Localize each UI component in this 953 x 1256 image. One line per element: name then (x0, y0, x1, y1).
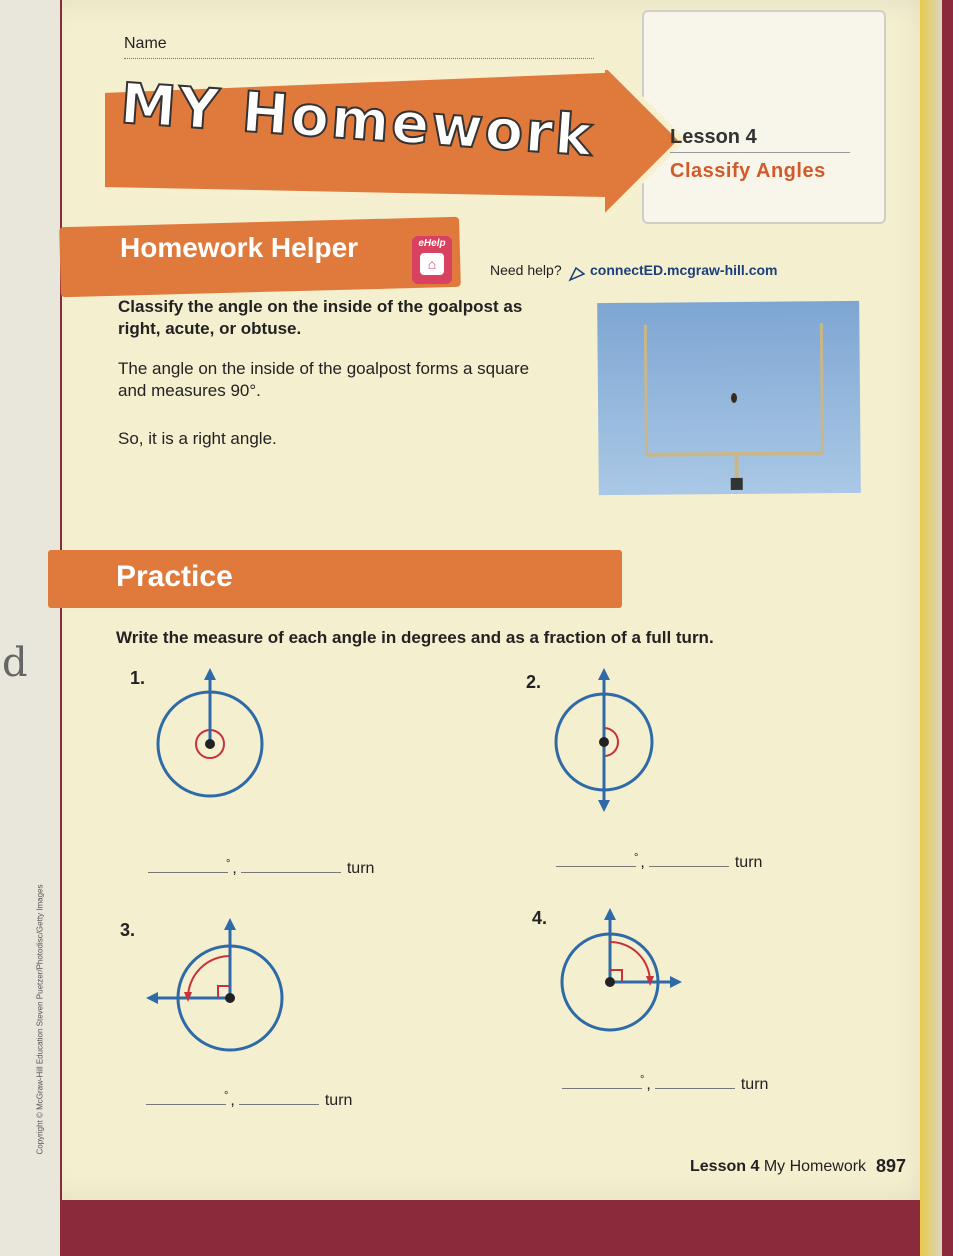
cursor-icon (568, 266, 586, 282)
angle-diagram-4 (560, 904, 690, 1044)
problem-4-answer: ° , turn (562, 1074, 768, 1094)
problem-1-turn-label: turn (346, 860, 375, 878)
problem-1-turn-blank[interactable] (241, 872, 341, 873)
problem-2-answer: ° , turn (556, 852, 762, 872)
problem-3-turn-blank[interactable] (239, 1104, 319, 1105)
problem-2-turn-label: turn (734, 854, 763, 872)
lesson-title: Classify Angles (670, 160, 826, 182)
angle-diagram-3 (146, 912, 296, 1052)
problem-4-turn-blank[interactable] (655, 1088, 735, 1089)
page-edge (920, 0, 942, 1256)
book-gutter (0, 0, 60, 1256)
helper-explanation: The angle on the inside of the goalpost forms a square and measures 90°. (118, 359, 530, 400)
angle-diagram-1 (148, 666, 278, 806)
name-label: Name (124, 35, 167, 52)
problem-3-answer: ° , turn (146, 1090, 352, 1110)
problem-1-degrees-blank[interactable] (148, 872, 228, 873)
goalpost-photo (597, 301, 861, 495)
footer-lesson: Lesson 4 (690, 1158, 760, 1175)
problem-2-degrees-blank[interactable] (556, 866, 636, 867)
problem-2-turn-blank[interactable] (649, 866, 729, 867)
need-help-text: Need help? (490, 262, 562, 278)
problem-1-answer: ° , turn (148, 858, 374, 878)
helper-question: Classify the angle on the inside of the goalpost as right, acute, or obtuse. (118, 297, 523, 338)
problem-3-turn-label: turn (324, 1092, 353, 1110)
name-line[interactable] (124, 58, 594, 59)
copyright-notice: Copyright © McGraw-Hill Education Steven Puetzer/Photodisc/Getty Images (35, 884, 45, 1155)
helper-title: Homework Helper (120, 232, 359, 263)
homework-page (62, 0, 942, 1200)
pencil-mark: d (2, 640, 28, 686)
problem-1-number: 1. (130, 668, 146, 688)
footer-section: My Homework (763, 1158, 867, 1175)
home-icon: ⌂ (420, 253, 444, 275)
page-footer (690, 1158, 866, 1176)
angle-diagram-2 (546, 666, 666, 816)
practice-title: Practice (116, 560, 233, 593)
page-number: 897 (876, 1156, 907, 1176)
problem-3-number: 3. (120, 920, 136, 940)
lesson-number: Lesson 4 (670, 126, 757, 148)
lesson-divider (670, 152, 850, 153)
problem-3-degrees-blank[interactable] (146, 1104, 226, 1105)
problem-4-number: 4. (532, 908, 548, 928)
ehelp-button[interactable] (412, 236, 452, 284)
helper-conclusion: So, it is a right angle. (118, 429, 277, 448)
connect-link[interactable]: connectED.mcgraw-hill.com (590, 262, 778, 278)
problem-2-number: 2. (526, 672, 542, 692)
ehelp-label: eHelp (418, 238, 446, 249)
banner-title: MY Homework (118, 71, 597, 170)
practice-instructions: Write the measure of each angle in degrees and as a fraction of a full turn. (116, 628, 714, 647)
problem-4-degrees-blank[interactable] (562, 1088, 642, 1089)
problem-4-turn-label: turn (740, 1076, 769, 1094)
